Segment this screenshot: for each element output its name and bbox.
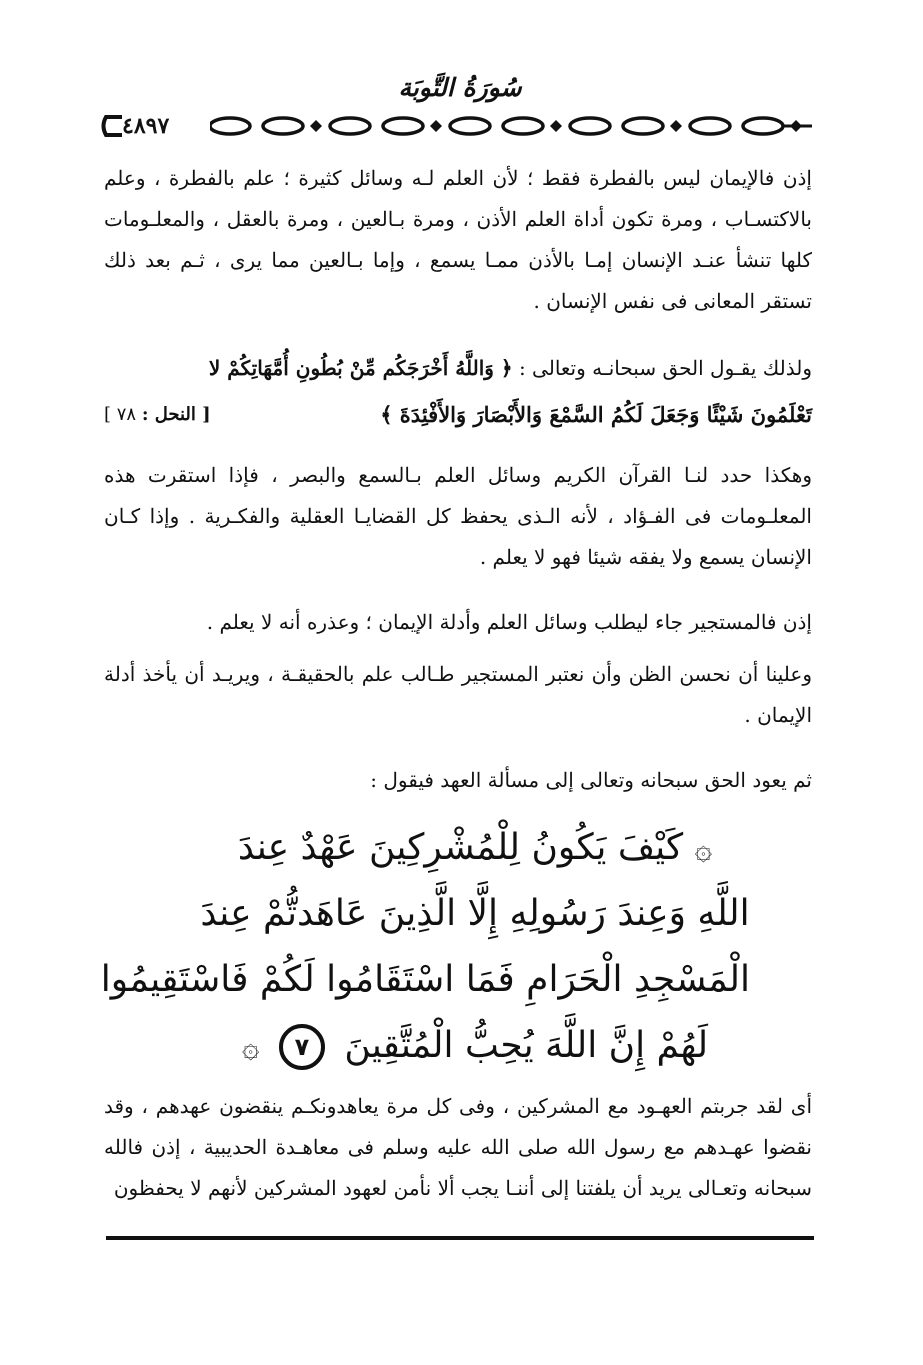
header-ornament-band (100, 112, 812, 140)
quote-verse-line2 (104, 395, 812, 435)
verse-close-ornament-icon: ۞ (241, 1030, 260, 1065)
verse-line-4 (200, 1013, 750, 1079)
paragraph-6: أى لقد جربتم العهـود مع المشركين ، وفى كل مرة يعاهدونكـم ينقضون عهدهم ، وقد نقضوا عهـدهم مع رسول الله صلى الله عليه وسلم فى معاهـدة الحديبية ، إذن فالله سبحانه وتعـالى يريد أن يلفتنا إلى أننـا يجب ألا نأمن لعهود المشركين لأنهم لا يحفظون (104, 1094, 812, 1200)
surah-title: سُورَةُ التَّوبَة (398, 73, 522, 102)
paragraph-2: وهكذا حدد لنـا القرآن الكريم وسائل العلم بـالسمع والبصر ، فإذا استقرت هذه المعلـومات فى الفـؤاد ، لأنه الـذى يحفظ كل القضايـا العقلية والفكـرية . وإذا كـان الإنسان يسمع ولا يفقه شيئا فهو لا يعلم . (104, 463, 812, 569)
paragraph-1: إذن فالإيمان ليس بالفطرة فقط ؛ لأن العلم لـه وسائل كثيرة ؛ علم بالفطرة ، وعلم بالاكتسـاب ، ومرة تكون أداة العلم الأذن ، ومرة بـالعين ، ومرة بالعقل ، والمعلـومات كلها تنشأ عنـد الإنسان إمـا بالأذن ممـا يسمع ، وإما بـالعين مما يرى ، ثـم بعد ذلك تستقر المعانى فى نفس الإنسان . (104, 166, 812, 313)
footer-rule (106, 1236, 814, 1240)
verse-line-4-text: لَهُمْ إِنَّ اللَّهَ يُحِبُّ الْمُتَّقِينَ (344, 1025, 709, 1066)
quote-verse-part1: ﴿ وَاللَّهُ أَخْرَجَكُم مِّنْ بُطُونِ أُمَّهَاتِكُمْ لا (208, 356, 513, 380)
quote-intro: ولذلك يقـول الحق سبحانـه وتعالى : (518, 356, 812, 380)
verse-reference-label: [ النحل : (141, 404, 211, 425)
verse-line-3: الْمَسْجِدِ الْحَرَامِ فَمَا اسْتَقَامُوا لَكُمْ فَاسْتَقِيمُوا (100, 959, 750, 1000)
quote-intro-line (104, 348, 812, 389)
paragraph-3: إذن فالمستجير جاء ليطلب وسائل العلم وأدلة الإيمان ؛ وعذره أنه لا يعلم . (206, 610, 812, 634)
quote-verse-part2: تَعْلَمُونَ شَيْئًا وَجَعَلَ لَكُمُ السَّمْعَ وَالأَبْصَارَ وَالأَفْئِدَةَ ﴾ (380, 402, 812, 427)
verse-reference (104, 395, 211, 435)
quran-verse-block (100, 815, 750, 1079)
verse-reference-number: ٧٨ ] (104, 404, 137, 425)
chain-ornament-icon (210, 112, 812, 140)
verse-line-1 (200, 815, 750, 881)
verse-line-1-text: كَيْفَ يَكُونُ لِلْمُشْرِكِينَ عَهْدٌ عِندَ (237, 827, 684, 868)
paragraph-4: وعلينا أن نحسن الظن وأن نعتبر المستجير طـالب علم بالحقيقـة ، ويريـد أن يأخذ أدلة الإيمان . (104, 662, 812, 727)
paragraph-5: ثم يعود الحق سبحانه وتعالى إلى مسألة العهد فيقول : (370, 768, 812, 792)
verse-open-ornament-icon: ۞ (694, 832, 713, 867)
verse-line-2: اللَّهِ وَعِندَ رَسُولِهِ إِلَّا الَّذِينَ عَاهَدتُّمْ عِندَ (200, 893, 750, 934)
page-number: ٤٨٩٧ (122, 113, 170, 139)
verse-number-badge: ٧ (279, 1024, 325, 1070)
